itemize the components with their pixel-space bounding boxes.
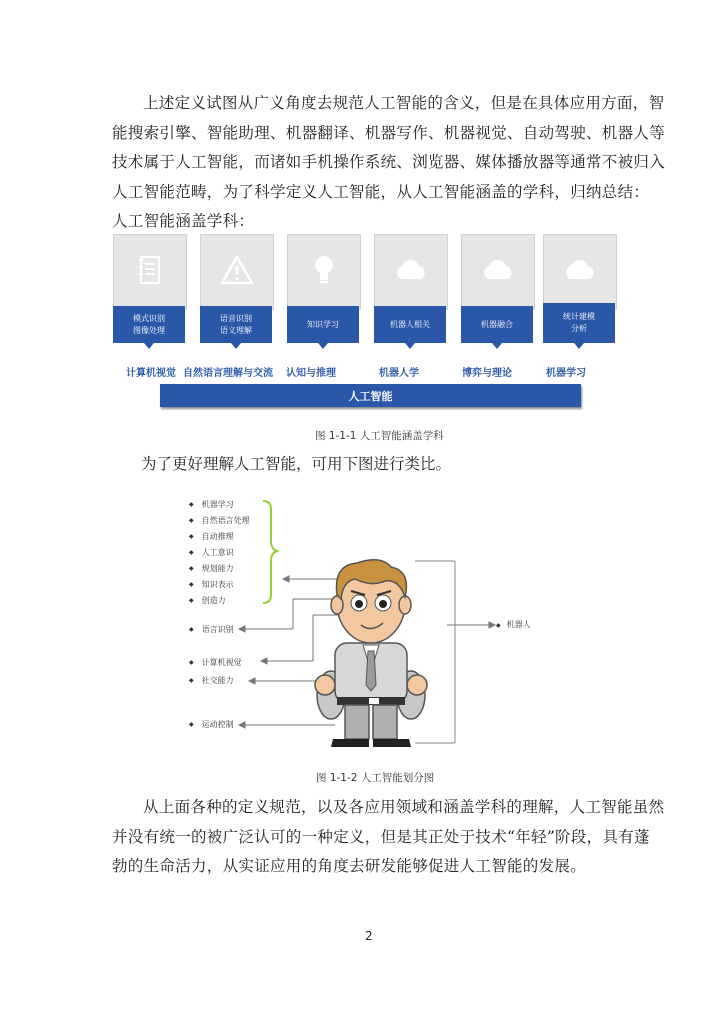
ai-division-figure (185, 495, 545, 755)
discipline-card (200, 234, 274, 310)
text-line: 能搜索引擎、智能助理、机器翻译、机器写作、机器视觉、自动驾驶、机器人等 (112, 123, 666, 142)
text-line: 并没有统一的被广泛认可的一种定义，但是其正处于技术“年轻”阶段，具有蓬 (112, 827, 650, 846)
text-line: 从上面各种的定义规范，以及各应用领域和涵盖学科的理解，人工智能虽然 (143, 798, 665, 816)
conclusion-paragraph (112, 793, 665, 882)
lightbulb-icon (312, 254, 336, 290)
discipline-tag: 模式识别 图像处理 (113, 306, 185, 343)
discipline-tag: 机器融合 (461, 306, 533, 343)
document-icon (138, 255, 162, 289)
capability-item: ◆ 人工意识 (189, 547, 234, 558)
discipline-card (461, 234, 535, 310)
text-line: 人工智能范畴，为了科学定义人工智能，从人工智能涵盖的学科，归纳总结： (112, 182, 650, 201)
capability-item: ◆ 机器学习 (189, 499, 234, 510)
capability-item: ◆ 知识表示 (189, 579, 234, 590)
discipline-card (113, 234, 187, 310)
intro-paragraph (112, 89, 666, 237)
discipline-card (287, 234, 361, 310)
robot-label: ◆ 机器人 (496, 619, 531, 630)
capability-item: ◆ 规划能力 (189, 563, 234, 574)
discipline-tag: 统计建模 分析 (543, 303, 615, 343)
discipline-card (374, 234, 448, 310)
capability-item: ◆ 自动推理 (189, 531, 234, 542)
warning-icon (220, 255, 254, 289)
analogy-sentence: 为了更好理解人工智能，可用下图进行类比。 (141, 455, 452, 473)
page-number: 2 (365, 929, 373, 943)
ai-bar: 人工智能 (160, 384, 581, 407)
figure2-caption: 图 1-1-2 人工智能划分图 (316, 772, 435, 784)
subject-label: 自然语言理解与交流 (183, 368, 273, 379)
cloud-icon (480, 259, 516, 285)
discipline-card (543, 234, 617, 310)
cartoon-man-diagram (185, 495, 545, 755)
capability-item: ◆ 社交能力 (189, 675, 234, 686)
capability-item: ◆ 自然语言处理 (189, 515, 250, 526)
capability-item: ◆ 创造力 (189, 595, 226, 606)
capability-item: ◆ 计算机视觉 (189, 657, 242, 668)
subject-label: 计算机视觉 (126, 368, 176, 379)
discipline-tag: 语音识别 语义理解 (200, 306, 272, 343)
cloud-icon (562, 259, 598, 285)
text-line: 技术属于人工智能，而诸如手机操作系统、浏览器、媒体播放器等通常不被归入 (112, 153, 666, 171)
subject-label: 机器学习 (546, 368, 586, 379)
capability-item: ◆ 运动控制 (189, 719, 234, 730)
ai-disciplines-figure (113, 234, 616, 409)
discipline-tag: 知识学习 (287, 306, 359, 343)
figure1-caption: 图 1-1-1 人工智能涵盖学科 (315, 430, 444, 442)
cloud-icon (393, 259, 429, 285)
text-line: 勃的生命活力，从实证应用的角度去研发能够促进人工智能的发展。 (112, 857, 587, 875)
text-line: 上述定义试图从广义角度去规范人工智能的含义，但是在具体应用方面，智 (143, 94, 665, 112)
subject-label: 认知与推理 (286, 368, 336, 379)
discipline-tag: 机器人相关 (374, 306, 446, 343)
capability-item: ◆ 语言识别 (189, 624, 234, 635)
text-line: 人工智能涵盖学科： (112, 212, 255, 230)
subject-label: 机器人学 (379, 368, 419, 379)
subject-label: 博弈与理论 (462, 368, 512, 379)
